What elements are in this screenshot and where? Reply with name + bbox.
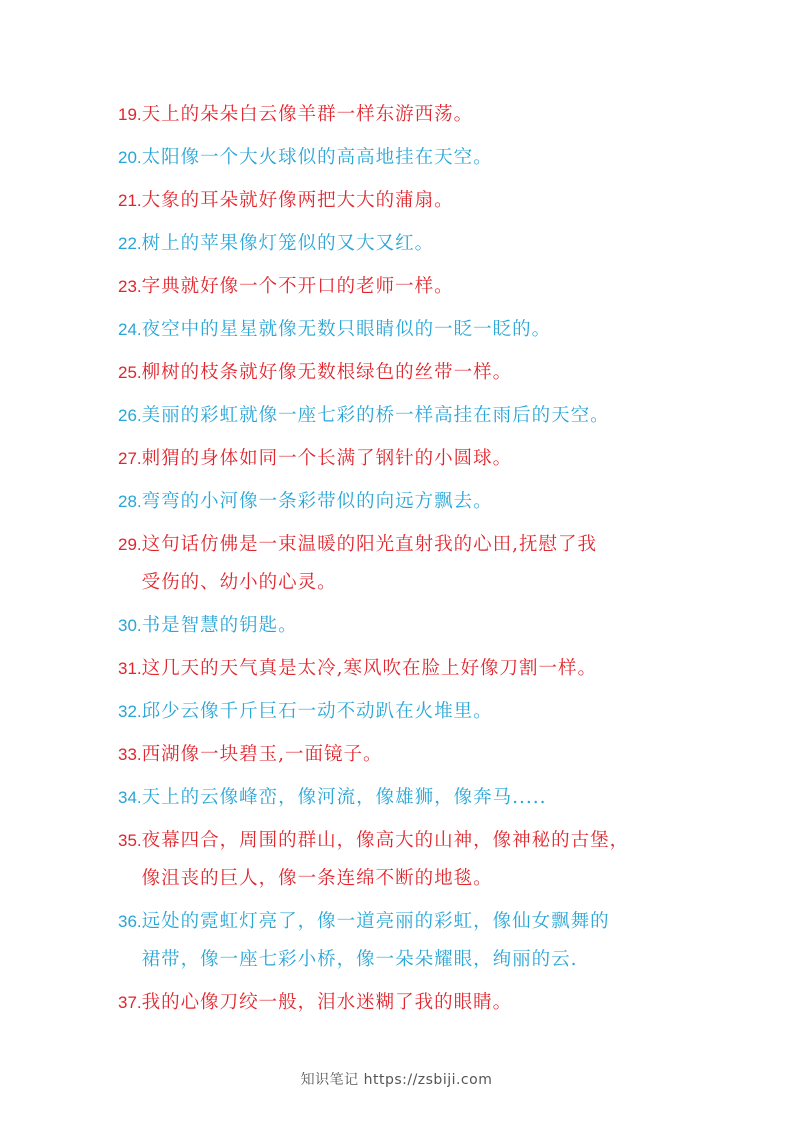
item-number: 28. [118,492,142,511]
item-text: 天上的朵朵白云像羊群一样东游西荡。 [141,104,474,125]
item-number: 31. [118,659,142,678]
item-number: 19. [118,105,142,124]
item-text: 字典就好像一个不开口的老师一样。 [141,276,454,297]
item-text: 夜幕四合，周围的群山，像高大的山神，像神秘的古堡， 像沮丧的巨人，像一条连绵不断的地毯。 [141,830,630,889]
list-item [118,96,738,134]
item-number: 26. [118,406,142,425]
item-text: 天上的云像峰峦，像河流，像雄狮，像奔马..... [141,787,547,808]
item-number: 36. [118,912,142,931]
item-text: 树上的苹果像灯笼似的又大又红。 [141,233,435,254]
footer-watermark: 知识笔记 https://zsbiji.com [300,1072,493,1088]
item-text: 这句话仿佛是一束温暖的阳光直射我的心田,抚慰了我 受伤的、幼小的心灵。 [141,534,598,593]
list-item [118,139,738,177]
list-item [118,903,738,979]
item-number: 21. [118,191,142,210]
list-item [118,822,738,898]
item-number: 37. [118,993,142,1012]
item-text: 西湖像一块碧玉,一面镜子。 [141,744,383,765]
item-text: 邱少云像千斤巨石一动不动趴在火堆里。 [141,701,493,722]
list-item [118,650,738,688]
item-text: 夜空中的星星就像无数只眼睛似的一眨一眨的。 [141,319,552,340]
item-text: 远处的霓虹灯亮了，像一道亮丽的彩虹，像仙女飘舞的 裙带，像一座七彩小桥，像一朵朵耀眼，绚丽的云. [141,911,610,970]
item-number: 27. [118,449,142,468]
item-number: 23. [118,277,142,296]
item-text: 柳树的枝条就好像无数根绿色的丝带一样。 [141,362,513,383]
item-text: 这几天的天气真是太冷,寒风吹在脸上好像刀割一样。 [141,658,598,679]
list-item [118,225,738,263]
item-number: 29. [118,535,142,554]
item-number: 24. [118,320,142,339]
list-item [118,693,738,731]
list-item [118,607,738,645]
item-text: 我的心像刀绞一般，泪水迷糊了我的眼睛。 [141,992,513,1013]
list-item [118,779,738,817]
list-item [118,354,738,392]
item-number: 30. [118,616,142,635]
sentence-list [118,96,738,1027]
list-item [118,268,738,306]
list-item [118,483,738,521]
list-item [118,397,738,435]
item-number: 25. [118,363,142,382]
item-number: 22. [118,234,142,253]
item-number: 35. [118,831,142,850]
item-number: 33. [118,745,142,764]
list-item [118,440,738,478]
item-number: 20. [118,148,142,167]
list-item [118,736,738,774]
list-item [118,311,738,349]
list-item [118,526,738,602]
item-number: 32. [118,702,142,721]
item-text: 美丽的彩虹就像一座七彩的桥一样高挂在雨后的天空。 [141,405,610,426]
list-item [118,182,738,220]
item-text: 刺猬的身体如同一个长满了钢针的小圆球。 [141,448,513,469]
item-number: 34. [118,788,142,807]
item-text: 书是智慧的钥匙。 [141,615,298,636]
item-text: 太阳像一个大火球似的高高地挂在天空。 [141,147,493,168]
item-text: 弯弯的小河像一条彩带似的向远方飘去。 [141,491,493,512]
item-text: 大象的耳朵就好像两把大大的蒲扇。 [141,190,454,211]
list-item [118,984,738,1022]
